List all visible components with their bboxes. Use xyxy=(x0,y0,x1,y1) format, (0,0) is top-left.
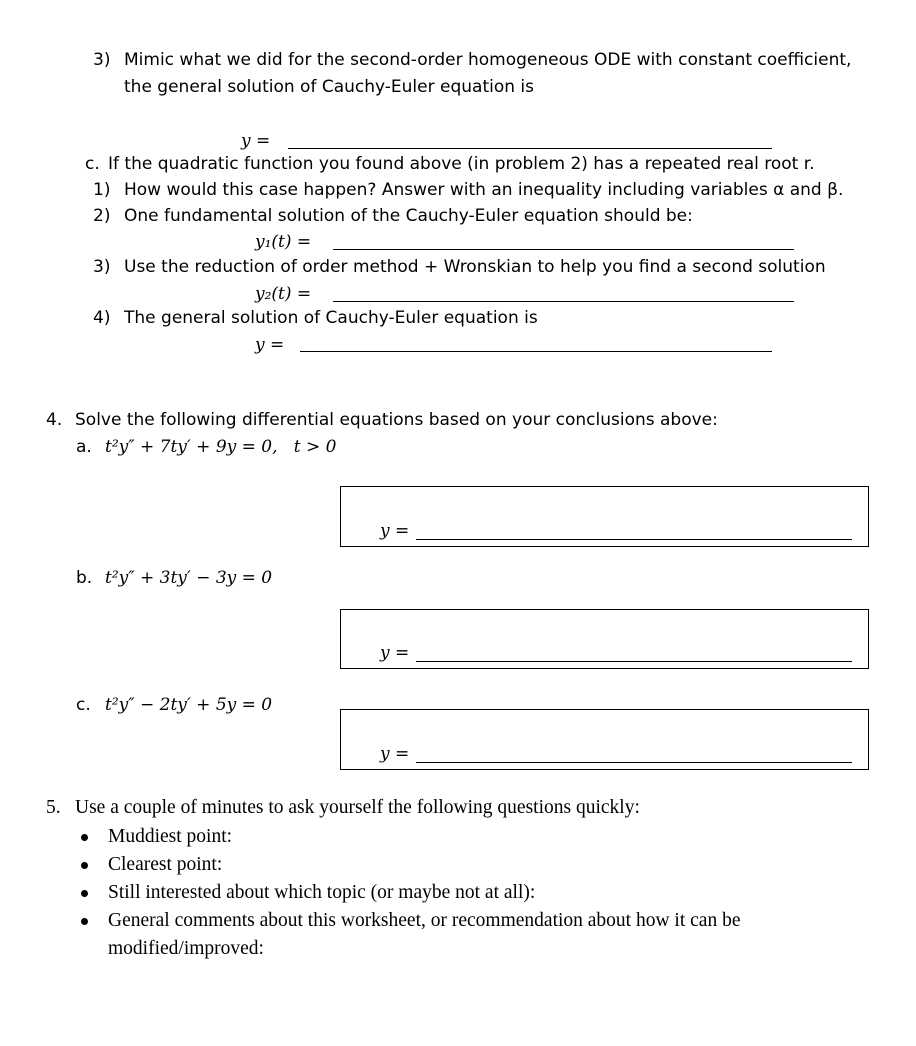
answer-blank[interactable] xyxy=(288,148,772,149)
answer-label: y = xyxy=(380,521,410,541)
bullet-item-continuation: modified/improved: xyxy=(108,938,264,959)
answer-label: y = xyxy=(380,643,410,663)
equation: t²y″ − 2ty′ + 5y = 0 xyxy=(105,695,273,715)
item-number: 4) xyxy=(93,308,111,328)
answer-blank[interactable] xyxy=(416,661,852,662)
answer-label: y = xyxy=(255,335,285,355)
section-letter: c. xyxy=(85,154,100,174)
item-text: How would this case happen? Answer with an inequality including variables α and β. xyxy=(124,180,844,200)
equation: t²y″ + 7ty′ + 9y = 0, t > 0 xyxy=(105,437,337,457)
bullet-item: General comments about this worksheet, or recommendation about how it can be xyxy=(108,910,741,931)
item-number: 3) xyxy=(93,50,111,70)
bullet-icon xyxy=(81,862,88,869)
answer-box[interactable] xyxy=(340,609,869,669)
answer-label: y₂(t) = xyxy=(255,284,312,304)
bullet-item: Muddiest point: xyxy=(108,826,233,847)
answer-box[interactable] xyxy=(340,709,869,770)
section-intro: If the quadratic function you found above (in problem 2) has a repeated real root r. xyxy=(108,154,815,174)
question-prompt: Use a couple of minutes to ask yourself the following questions quickly: xyxy=(75,797,640,818)
part-letter: a. xyxy=(76,437,92,457)
bullet-icon xyxy=(81,890,88,897)
item-text: Use the reduction of order method + Wronskian to help you find a second solution xyxy=(124,257,826,277)
bullet-item: Clearest point: xyxy=(108,854,223,875)
bullet-icon xyxy=(81,918,88,925)
item-text: The general solution of Cauchy-Euler equation is xyxy=(124,308,538,328)
item-text-line: Mimic what we did for the second-order homogeneous ODE with constant coefficient, xyxy=(124,50,852,70)
bullet-icon xyxy=(81,834,88,841)
answer-label: y = xyxy=(241,131,271,151)
answer-blank[interactable] xyxy=(333,301,794,302)
question-prompt: Solve the following differential equations based on your conclusions above: xyxy=(75,410,718,430)
item-number: 1) xyxy=(93,180,111,200)
answer-label: y = xyxy=(380,744,410,764)
part-letter: c. xyxy=(76,695,91,715)
answer-box[interactable] xyxy=(340,486,869,547)
answer-label: y₁(t) = xyxy=(255,232,312,252)
answer-blank[interactable] xyxy=(416,762,852,763)
item-text-line: the general solution of Cauchy-Euler equation is xyxy=(124,77,534,97)
answer-blank[interactable] xyxy=(333,249,794,250)
item-number: 3) xyxy=(93,257,111,277)
equation: t²y″ + 3ty′ − 3y = 0 xyxy=(105,568,273,588)
part-letter: b. xyxy=(76,568,93,588)
question-number: 5. xyxy=(46,797,61,818)
question-number: 4. xyxy=(46,410,63,430)
answer-blank[interactable] xyxy=(416,539,852,540)
item-number: 2) xyxy=(93,206,111,226)
item-text: One fundamental solution of the Cauchy-Euler equation should be: xyxy=(124,206,693,226)
bullet-item: Still interested about which topic (or maybe not at all): xyxy=(108,882,536,903)
answer-blank[interactable] xyxy=(300,351,772,352)
